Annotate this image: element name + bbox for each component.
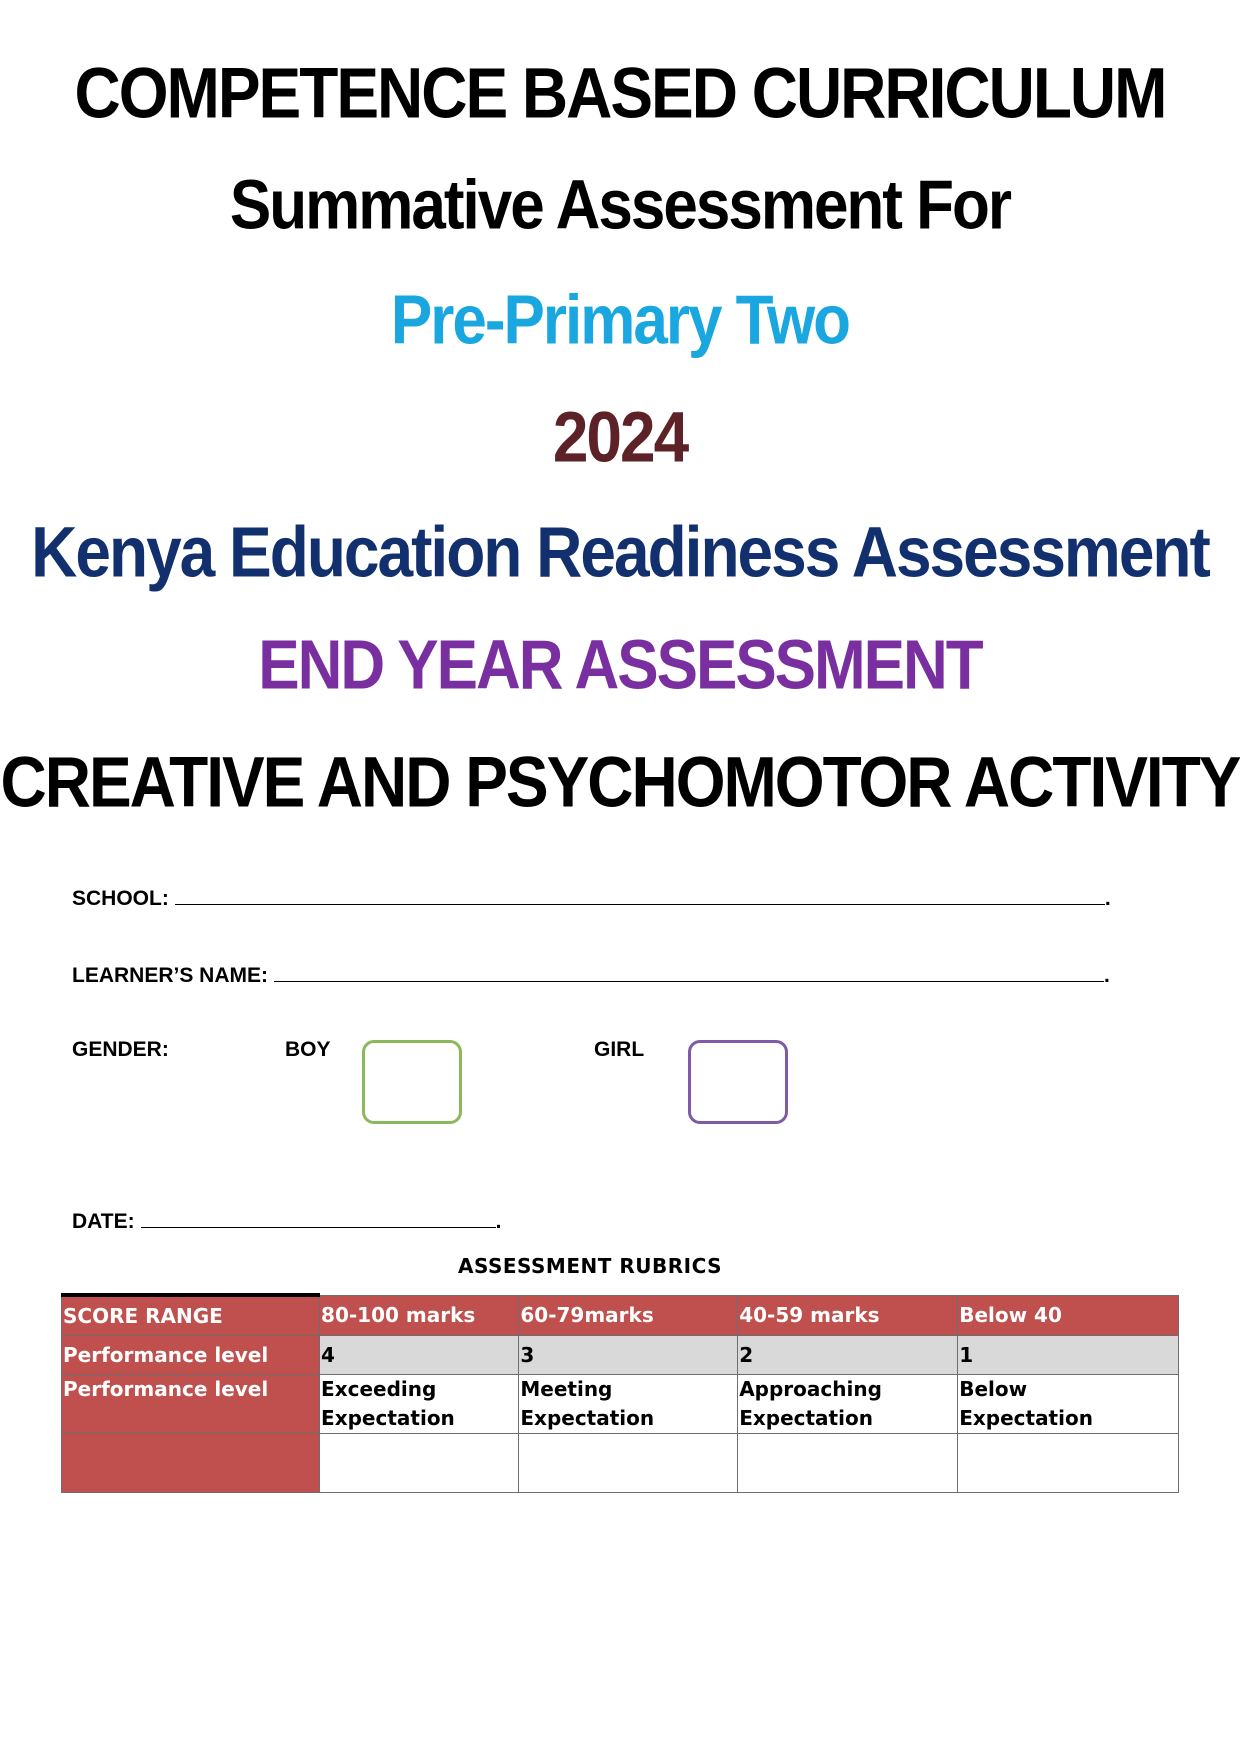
boy-checkbox[interactable] bbox=[362, 1040, 462, 1124]
school-input-line[interactable] bbox=[175, 884, 1105, 905]
rubric-level-label: Performance level bbox=[62, 1336, 320, 1375]
date-input-line[interactable] bbox=[141, 1207, 496, 1228]
rubric-score-entry-cell[interactable] bbox=[738, 1434, 958, 1493]
rubric-range-cell: 40-59 marks bbox=[738, 1295, 958, 1336]
rubric-description-label: Performance level bbox=[62, 1375, 320, 1434]
rubric-description-row bbox=[62, 1375, 1179, 1434]
rubric-description-line: Expectation bbox=[321, 1406, 455, 1430]
learner-name-field bbox=[72, 961, 1110, 988]
rubric-description-line: Exceeding bbox=[321, 1377, 437, 1401]
rubric-title: ASSESSMENT RUBRICS bbox=[457, 1254, 723, 1278]
girl-label: GIRL bbox=[594, 1038, 645, 1061]
rubric-score-range-label: SCORE RANGE bbox=[62, 1295, 320, 1336]
rubric-score-entry-cell[interactable] bbox=[320, 1434, 519, 1493]
gender-label: GENDER: bbox=[72, 1038, 169, 1061]
rubric-range-cell: Below 40 bbox=[958, 1295, 1179, 1336]
rubric-description-line: Expectation bbox=[739, 1406, 873, 1430]
date-line-end: . bbox=[495, 1210, 502, 1233]
school-label: SCHOOL: bbox=[72, 887, 169, 910]
rubric-level-row bbox=[62, 1336, 1179, 1375]
title-summative: Summative Assessment For bbox=[229, 166, 1011, 245]
rubric-level-cell: 1 bbox=[958, 1336, 1179, 1375]
rubric-description-line: Below bbox=[959, 1377, 1028, 1401]
rubric-description-line: Approaching bbox=[739, 1377, 882, 1401]
rubric-description-line: Meeting bbox=[520, 1377, 613, 1401]
date-label: DATE: bbox=[72, 1210, 135, 1233]
title-grade: Pre-Primary Two bbox=[390, 281, 850, 360]
learner-name-input-line[interactable] bbox=[274, 961, 1104, 982]
title-subject: CREATIVE AND PSYCHOMOTOR ACTIVITY bbox=[0, 741, 1240, 823]
title-curriculum: COMPETENCE BASED CURRICULUM bbox=[74, 52, 1166, 134]
date-field bbox=[72, 1207, 501, 1234]
rubric-level-cell: 4 bbox=[320, 1336, 519, 1375]
rubric-blank-label-cell bbox=[62, 1434, 320, 1493]
assessment-rubric-table bbox=[61, 1293, 1179, 1493]
rubric-description-cell bbox=[738, 1375, 958, 1434]
learner-name-label: LEARNER’S NAME: bbox=[72, 964, 269, 987]
learner-line-end: . bbox=[1104, 964, 1110, 987]
title-assessment-type: END YEAR ASSESSMENT bbox=[258, 626, 982, 705]
rubric-score-entry-cell[interactable] bbox=[519, 1434, 738, 1493]
rubric-score-range-row bbox=[62, 1295, 1179, 1336]
school-line-end: . bbox=[1104, 887, 1111, 910]
rubric-description-cell bbox=[958, 1375, 1179, 1434]
school-field bbox=[72, 884, 1111, 911]
rubric-description-cell bbox=[519, 1375, 738, 1434]
rubric-description-cell bbox=[320, 1375, 519, 1434]
rubric-blank-row bbox=[62, 1434, 1179, 1493]
rubric-description-line: Expectation bbox=[959, 1406, 1093, 1430]
rubric-range-cell: 80-100 marks bbox=[320, 1295, 519, 1336]
rubric-level-cell: 2 bbox=[738, 1336, 958, 1375]
rubric-description-line: Expectation bbox=[520, 1406, 655, 1430]
boy-label: BOY bbox=[285, 1038, 331, 1061]
rubric-score-entry-cell[interactable] bbox=[958, 1434, 1179, 1493]
girl-checkbox[interactable] bbox=[688, 1040, 788, 1124]
title-kera: Kenya Education Readiness Assessment bbox=[31, 511, 1209, 593]
title-year: 2024 bbox=[552, 396, 688, 478]
rubric-range-cell: 60-79marks bbox=[519, 1295, 738, 1336]
rubric-level-cell: 3 bbox=[519, 1336, 738, 1375]
